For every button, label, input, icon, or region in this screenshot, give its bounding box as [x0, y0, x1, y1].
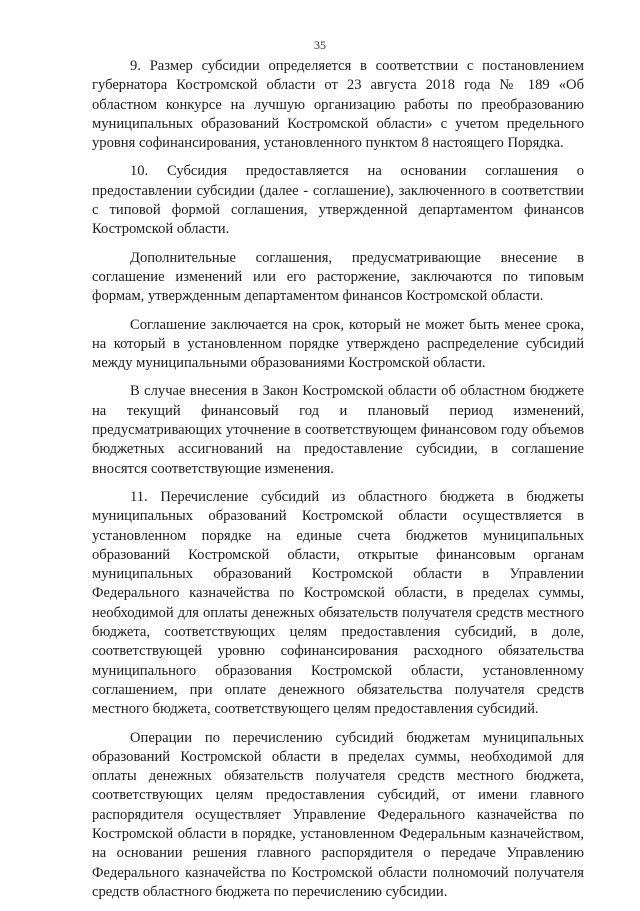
- paragraph-transfer-operations: Операции по перечислению субсидий бюджетам муниципальных образований Костромской области в пределах суммы, необходимой для оплаты денежных обязательств получателя средств местного бюджета, соответствующих целям предоставления субсидий, от имени главного распорядителя осуществляет Управление Федерального казначейства по Костромской области в порядке, установленном Федеральным казначейством, на основании решения главного распорядителя о передаче Управлению Федерального казначейства по Костромской области полномочий получателя средств областного бюджета по перечислению субсидии.: [92, 729, 584, 900]
- paragraph-budget-changes: В случае внесения в Закон Костромской области об областном бюджете на текущий финансовый год и плановый период изменений, предусматривающих уточнение в соответствующем финансовом году объемов бюджетных ассигнований на предоставление субсидии, в соглашение вносятся соответствующие изменения.: [92, 383, 584, 477]
- paragraph-item-9: 9. Размер субсидии определяется в соответствии с постановлением губернатора Костромской области от 23 августа 2018 года № 189 «Об областном конкурсе на лучшую организацию работы по преобразованию муниципальных образований Костромской области» с учетом предельного уровня софинансирования, установленного пунктом 8 настоящего Порядка.: [92, 58, 584, 152]
- document-body: [92, 57, 584, 911]
- paragraph-item-10: 10. Субсидия предоставляется на основании соглашения о предоставлении субсидии (далее - соглашение), заключенного в соответствии с типовой формой соглашения, утвержденной департаментом финансов Костромской области.: [92, 163, 584, 238]
- paragraph-agreement-term: Соглашение заключается на срок, который не может быть менее срока, на который в установленном порядке утверждено распределение субсидий между муниципальными образованиями Костромской области.: [92, 316, 584, 372]
- paragraph-additional-agreements: Дополнительные соглашения, предусматривающие внесение в соглашение изменений или его расторжение, заключаются по типовым формам, утвержденным департаментом финансов Костромской области.: [92, 249, 584, 305]
- page-number: 35: [314, 38, 326, 52]
- paragraph-item-11: 11. Перечисление субсидий из областного бюджета в бюджеты муниципальных образований Костромской области осуществляется в установленном порядке на единые счета бюджетов муниципальных образований Костромской области, открытые финансовым органам муниципальных образований Костромской области в Управлении Федерального казначейства по Костромской области, в пределах суммы, необходимой для оплаты денежных обязательств получателя средств местного бюджета, соответствующих целям предоставления субсидий, в доле, соответствующей уровню софинансирования расходного обязательства муниципального образования Костромской области, установленному соглашением, при оплате денежного обязательства получателя средств местного бюджета, соответствующего целям предоставления субсидий.: [92, 488, 584, 718]
